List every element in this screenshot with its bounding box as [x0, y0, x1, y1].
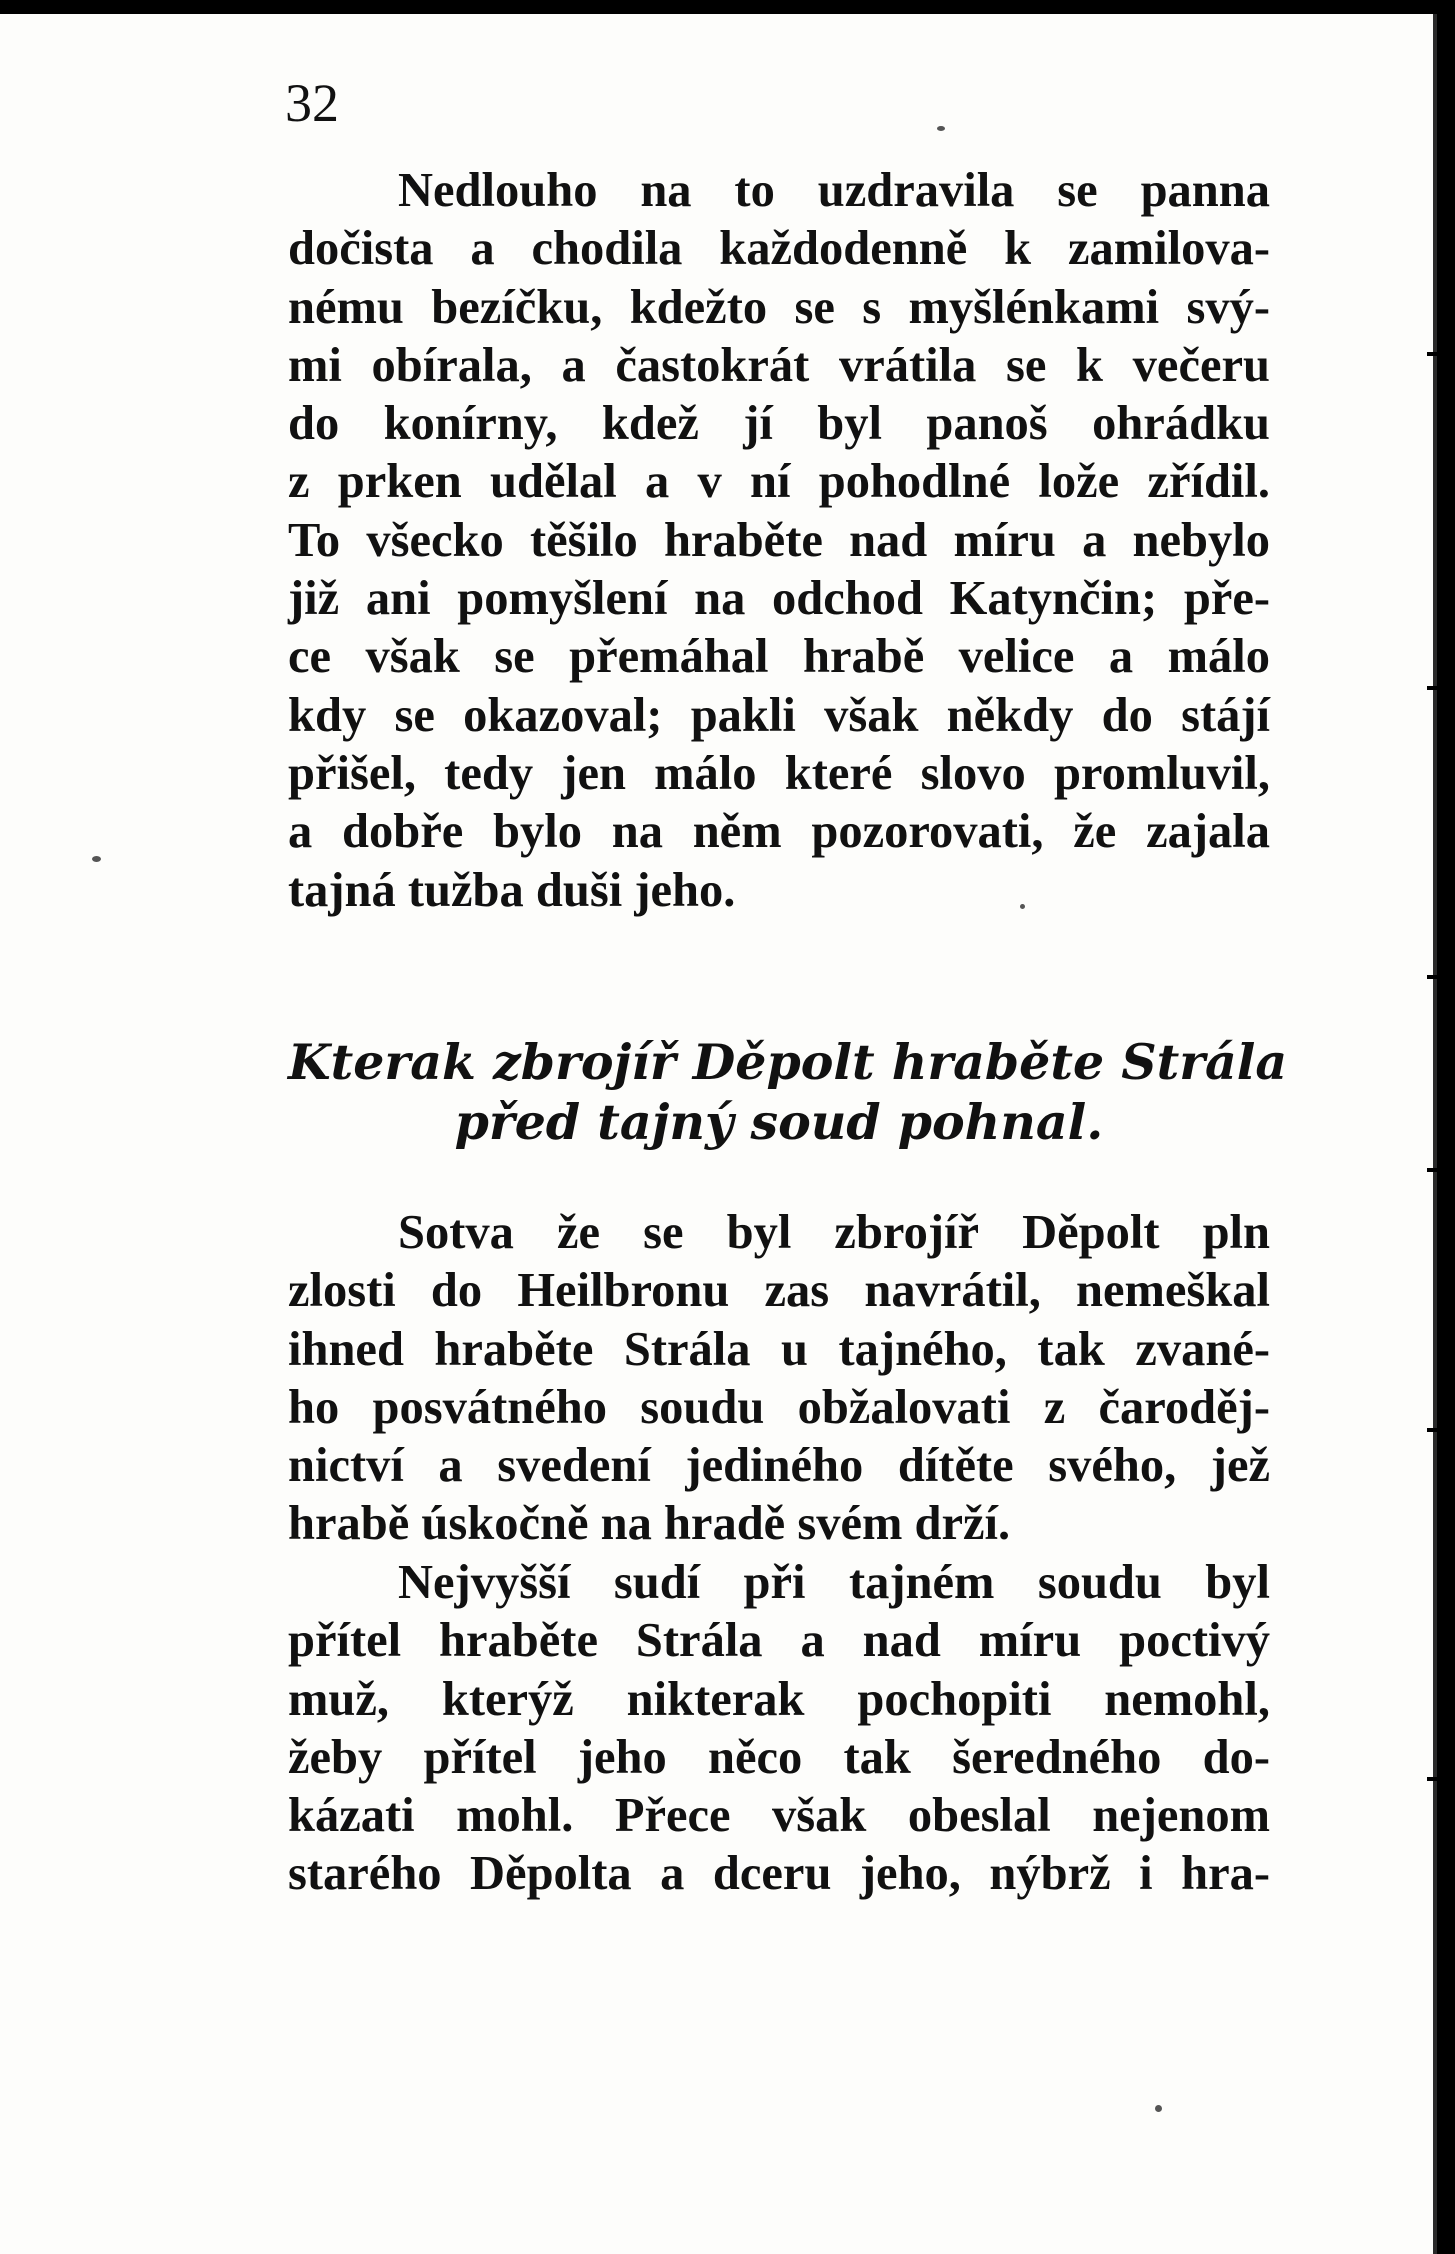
heading-line: Kterak zbrojíř Děpolt hraběte Strála	[288, 1033, 1288, 1091]
scan-speck	[92, 856, 101, 862]
scan-edge-mark	[1427, 1428, 1437, 1432]
paragraph-1	[288, 162, 1270, 920]
text-line: tajná tužba duši jeho.	[288, 863, 736, 917]
text-line: a dobře bylo na něm pozorovati, že zajala	[288, 805, 1270, 859]
scan-edge-mark	[1427, 686, 1437, 690]
text-line: Nejvyšší sudí při tajném soudu byl	[398, 1556, 1270, 1609]
text-line: starého Děpolta a dceru jeho, nýbrž i hra-	[288, 1847, 1270, 1901]
heading-line: před tajný soud pohnal.	[454, 1093, 1104, 1151]
scan-border-right-shadow	[1433, 14, 1437, 2254]
page-number: 32	[285, 73, 339, 133]
scan-edge-mark	[1427, 975, 1437, 979]
text-line: přišel, tedy jen málo které slovo promluvil,	[288, 746, 1270, 800]
text-line: Nedlouho na to uzdravila se panna	[398, 164, 1270, 217]
text-line: hrabě úskočně na hradě svém drží.	[288, 1497, 1011, 1551]
text-line: ce však se přemáhal hrabě velice a málo	[288, 630, 1270, 684]
scan-speck	[937, 126, 945, 131]
text-line: z prken udělal a v ní pohodlné lože zřídil.	[288, 455, 1270, 509]
scan-edge-mark	[1427, 1168, 1437, 1172]
text-line: To všecko těšilo hraběte nad míru a nebylo	[288, 513, 1270, 567]
text-line: muž, kterýž nikterak pochopiti nemohl,	[288, 1672, 1270, 1726]
scan-border-right	[1437, 0, 1455, 2254]
text-line: přítel hraběte Strála a nad míru poctivý	[288, 1614, 1270, 1668]
text-line: Sotva že se byl zbrojíř Děpolt pln	[398, 1206, 1270, 1259]
text-line: do konírny, kdež jí byl panoš ohrádku	[288, 397, 1270, 451]
text-line: již ani pomyšlení na odchod Katynčin; pře-	[288, 572, 1270, 626]
text-line: mi obírala, a častokrát vrátila se k večeru	[288, 338, 1270, 392]
chapter-heading	[288, 1032, 1288, 1152]
paragraph-3	[288, 1554, 1270, 1904]
scan-edge-mark	[1427, 1777, 1437, 1781]
text-line: nému bezíčku, kdežto se s myšlénkami svý-	[288, 280, 1270, 334]
text-line: kázati mohl. Přece však obeslal nejenom	[288, 1789, 1270, 1843]
scan-edge-mark	[1427, 352, 1437, 356]
paragraph-2	[288, 1204, 1270, 1554]
text-line: zlosti do Heilbronu zas navrátil, nemeškal	[288, 1264, 1270, 1318]
text-line: kdy se okazoval; pakli však někdy do stájí	[288, 688, 1270, 742]
scan-border-top	[0, 0, 1455, 14]
text-line: ho posvátného soudu obžalovati z čaroděj-	[288, 1380, 1270, 1434]
text-line: dočista a chodila každodenně k zamilova-	[288, 222, 1270, 276]
text-line: ihned hraběte Strála u tajného, tak zvané-	[288, 1322, 1270, 1376]
text-line: nictví a svedení jediného dítěte svého, jež	[288, 1439, 1270, 1493]
scan-speck	[1155, 2105, 1162, 2112]
text-line: žeby přítel jeho něco tak šeredného do-	[288, 1730, 1270, 1784]
